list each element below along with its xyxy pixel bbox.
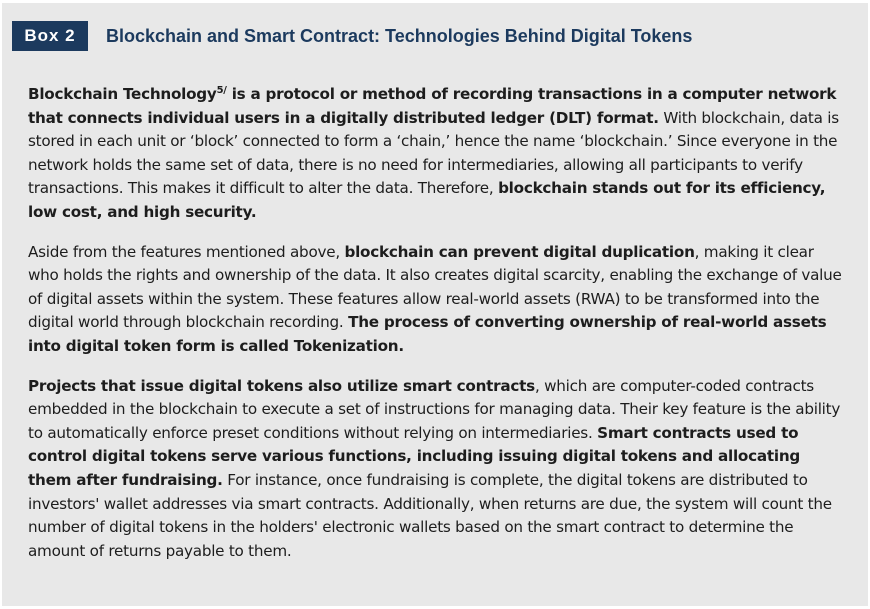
text-segment: Projects that issue digital tokens also utilize smart contracts [28, 376, 535, 395]
text-segment: is a protocol or method of recording transactions in a computer network that connects individual users in a digitally distributed ledger (DLT) format. [28, 85, 837, 127]
paragraph-smart-contracts [28, 375, 846, 564]
footnote-ref [217, 85, 227, 96]
paragraph-blockchain-technology [28, 83, 846, 225]
text-segment: blockchain can prevent digital duplication [344, 242, 695, 261]
text-segment: With blockchain, data is stored in each unit or ‘block’ connected to form a ‘chain,’ hence the name ‘blockchain.’ Since everyone in the network holds the same set of data, there is no need for intermediaries, allowing all participants to verify transactions. This makes it difficult to alter the data. Therefore, [28, 108, 839, 198]
text-segment: Blockchain Technology [28, 85, 217, 103]
box-label: Box 2 [12, 21, 88, 51]
box-header [2, 3, 868, 63]
footnote-ref-text: 5/ [216, 84, 227, 96]
text-segment: Smart contracts used to control digital tokens serve various functions, including issuing digital tokens and allocating them after fundraising. [28, 423, 800, 489]
text-segment: , making it clear who holds the rights and ownership of the data. It also creates digital scarcity, enabling the exchange of value of digital assets within the system. These features allow real-world assets (RWA) to be transformed into the digital world through blockchain recording. [28, 242, 842, 332]
text-segment: Aside from the features mentioned above, [28, 242, 345, 261]
text-segment: blockchain stands out for its efficiency, low cost, and high security. [28, 179, 826, 221]
paragraph-tokenization [28, 241, 846, 359]
text-segment: , which are computer-coded contracts embedded in the blockchain to execute a set of instructions for managing data. Their key feature is the ability to automatically enforce preset conditions without relying on intermediaries. [28, 376, 841, 442]
text-segment: For instance, once fundraising is complete, the digital tokens are distributed to investors' wallet addresses via smart contracts. Additionally, when returns are due, the system will count the number of digital tokens in the holders' electronic wallets based on the smart contract to determine the amount of returns payable to them. [28, 470, 832, 560]
box-content [28, 83, 846, 579]
text-segment: The process of converting ownership of real-world assets into digital token form is called Tokenization. [28, 313, 827, 355]
info-box [2, 3, 868, 606]
box-title: Blockchain and Smart Contract: Technologies Behind Digital Tokens [106, 26, 693, 46]
